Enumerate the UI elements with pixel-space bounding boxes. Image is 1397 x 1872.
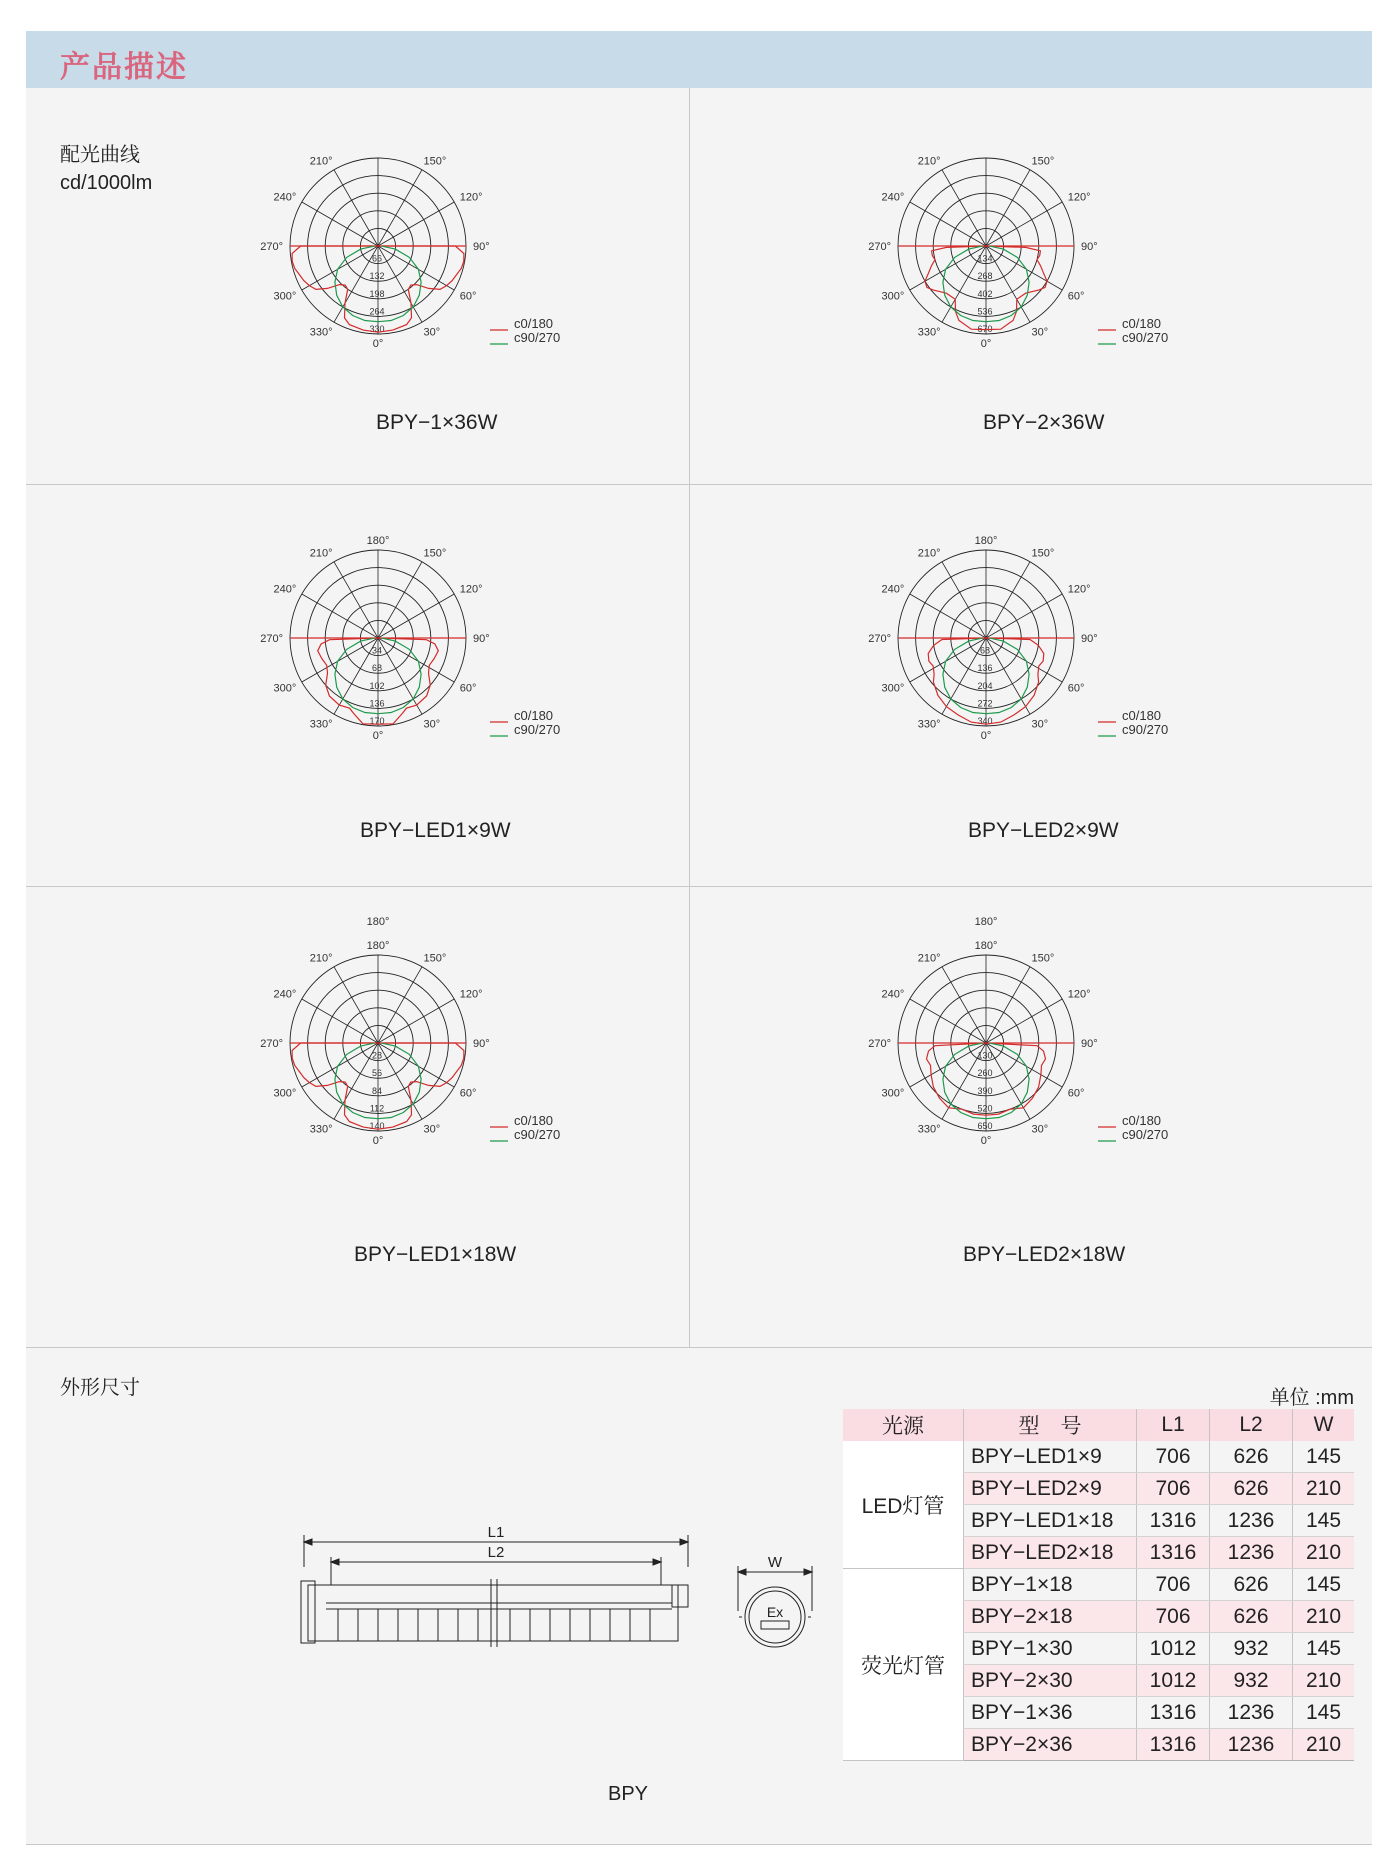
light-distribution-label (60, 141, 152, 197)
angle-label: 0° (372, 1135, 384, 1147)
w-cell: 145 (1293, 1505, 1355, 1537)
angle-label: 0° (372, 338, 384, 350)
page-title: 产品描述 (60, 51, 188, 84)
model-cell: BPY−2×18 (964, 1601, 1137, 1633)
ring-value-label: 260 (977, 1068, 993, 1079)
l2-label: L2 (487, 1544, 505, 1561)
angle-label: 30° (1031, 718, 1049, 731)
top-angle-label: 180° (974, 940, 998, 952)
angle-label: 30° (423, 326, 441, 339)
ring-value-label: 66 (371, 253, 383, 264)
l2-cell: 932 (1210, 1665, 1293, 1697)
l2-cell: 1236 (1210, 1537, 1293, 1569)
angle-label: 300° (273, 1087, 297, 1100)
angle-label: 30° (423, 1123, 441, 1136)
ring-value-label: 390 (977, 1085, 993, 1096)
extra-angle-label: 180° (974, 916, 998, 928)
angle-label: 30° (1031, 326, 1049, 339)
chart-caption-2: BPY−2×36W (983, 411, 1105, 434)
angle-label: 150° (423, 547, 447, 560)
grid-divider-row1 (26, 484, 1372, 485)
legend-c0-label: c0/180 (1122, 1113, 1162, 1128)
polar-spoke (986, 967, 1030, 1043)
table-row (843, 1441, 1354, 1473)
legend-c90-label: c90/270 (1122, 330, 1169, 345)
polar-spoke (986, 562, 1030, 638)
angle-label: 240° (881, 191, 905, 204)
header-bar (26, 31, 1372, 88)
l2-cell: 626 (1210, 1441, 1293, 1473)
w-cell: 210 (1293, 1473, 1355, 1505)
spec-table-body (843, 1441, 1354, 1761)
dimensions-title: 外形尺寸 (60, 1377, 140, 1399)
angle-label: 90° (473, 1038, 490, 1050)
l1-cell: 1316 (1137, 1697, 1210, 1729)
angle-label: 240° (881, 988, 905, 1001)
spec-table-header (843, 1409, 1354, 1441)
w-cell: 210 (1293, 1729, 1355, 1761)
angle-label: 210° (309, 952, 333, 965)
grid-divider-bottom (26, 1844, 1372, 1845)
polar-spoke (910, 202, 986, 246)
spec-sheet-page (26, 31, 1372, 1845)
ring-value-label: 402 (977, 288, 993, 299)
polar-spoke (986, 202, 1062, 246)
angle-label: 210° (917, 547, 941, 560)
polar-spoke (910, 999, 986, 1043)
angle-label: 240° (273, 988, 297, 1001)
angle-label: 120° (459, 191, 483, 204)
polar-spoke (986, 246, 1062, 290)
table-row (843, 1569, 1354, 1601)
angle-label: 120° (459, 583, 483, 596)
angle-label: 210° (309, 155, 333, 168)
polar-spoke (334, 562, 378, 638)
polar-chart-2 (868, 141, 1261, 411)
angle-label: 270° (868, 1038, 891, 1050)
angle-label: 150° (1031, 155, 1055, 168)
w-cell: 210 (1293, 1537, 1355, 1569)
grid-divider-row2 (26, 886, 1372, 887)
l2-cell: 1236 (1210, 1697, 1293, 1729)
polar-spoke (986, 594, 1062, 638)
l1-cell: 706 (1137, 1441, 1210, 1473)
angle-label: 210° (309, 547, 333, 560)
legend-c90-label: c90/270 (514, 330, 561, 345)
angle-label: 30° (1031, 1123, 1049, 1136)
legend-c90-label: c90/270 (514, 1127, 561, 1142)
ring-value-label: 130 (977, 1050, 993, 1061)
angle-label: 0° (980, 1135, 992, 1147)
angle-label: 240° (273, 583, 297, 596)
angle-label: 330° (917, 718, 941, 731)
ring-value-label: 650 (977, 1121, 993, 1131)
ring-value-label: 140 (369, 1121, 385, 1131)
w-label: W (767, 1554, 783, 1571)
top-angle-label: 180° (366, 940, 390, 952)
ring-value-label: 204 (977, 680, 993, 691)
angle-label: 60° (459, 1087, 477, 1100)
angle-label: 60° (459, 682, 477, 695)
polar-spoke (302, 202, 378, 246)
angle-label: 150° (423, 952, 447, 965)
ring-value-label: 136 (369, 698, 385, 709)
model-cell: BPY−1×18 (964, 1569, 1137, 1601)
l1-cell: 1012 (1137, 1633, 1210, 1665)
legend-c0-label: c0/180 (514, 1113, 554, 1128)
ring-value-label: 132 (369, 271, 385, 282)
ring-value-label: 330 (369, 324, 385, 334)
ring-value-label: 136 (977, 663, 993, 674)
l2-cell: 932 (1210, 1633, 1293, 1665)
polar-spoke (378, 1043, 454, 1087)
angle-label: 270° (260, 1038, 283, 1050)
ring-value-label: 268 (977, 271, 993, 282)
polar-chart-1 (260, 141, 653, 411)
w-cell: 145 (1293, 1633, 1355, 1665)
ring-value-label: 520 (977, 1103, 993, 1114)
header-l2: L2 (1210, 1409, 1293, 1441)
l2-cell: 1236 (1210, 1729, 1293, 1761)
header-l1: L1 (1137, 1409, 1210, 1441)
ring-value-label: 536 (977, 306, 993, 317)
w-cell: 210 (1293, 1665, 1355, 1697)
angle-label: 210° (917, 155, 941, 168)
angle-label: 210° (917, 952, 941, 965)
ex-mark: Ex (766, 1604, 784, 1620)
unit-label: 单位 :mm (1269, 1387, 1354, 1409)
angle-label: 270° (260, 633, 283, 645)
ring-value-label: 134 (977, 253, 993, 264)
extra-angle-label: 180° (366, 916, 390, 928)
model-cell: BPY−1×36 (964, 1697, 1137, 1729)
polar-spoke (986, 1043, 1062, 1087)
angle-label: 90° (1081, 241, 1098, 253)
lamp-guard-bars (338, 1609, 650, 1641)
chart-caption-1: BPY−1×36W (376, 411, 498, 434)
l1-label: L1 (487, 1524, 505, 1541)
polar-spoke (942, 170, 986, 246)
ring-value-label: 68 (371, 663, 383, 674)
polar-spoke (986, 170, 1030, 246)
angle-label: 150° (1031, 547, 1055, 560)
polar-spoke (334, 170, 378, 246)
angle-label: 90° (1081, 633, 1098, 645)
angle-label: 120° (1067, 191, 1091, 204)
polar-spoke (302, 638, 378, 682)
angle-label: 270° (868, 241, 891, 253)
dimension-drawing (296, 1499, 836, 1679)
polar-spoke (378, 638, 454, 682)
polar-spoke (302, 246, 378, 290)
polar-spoke (942, 562, 986, 638)
angle-label: 330° (917, 326, 941, 339)
polar-spoke (910, 1043, 986, 1087)
polar-spoke (986, 999, 1062, 1043)
legend-c90-label: c90/270 (1122, 1127, 1169, 1142)
angle-label: 300° (881, 290, 905, 303)
chart-caption-6: BPY−LED2×18W (963, 1243, 1126, 1266)
angle-label: 330° (309, 1123, 333, 1136)
angle-label: 30° (423, 718, 441, 731)
ring-value-label: 34 (371, 645, 383, 656)
ring-value-label: 102 (369, 680, 385, 691)
legend-c90-label: c90/270 (1122, 722, 1169, 737)
angle-label: 90° (1081, 1038, 1098, 1050)
ring-value-label: 56 (371, 1068, 383, 1079)
polar-spoke (986, 638, 1062, 682)
angle-label: 90° (473, 241, 490, 253)
legend-c0-label: c0/180 (514, 316, 554, 331)
angle-label: 0° (980, 338, 992, 350)
model-cell: BPY−LED1×18 (964, 1505, 1137, 1537)
lamp-body (308, 1585, 678, 1641)
w-cell: 145 (1293, 1441, 1355, 1473)
angle-label: 300° (273, 682, 297, 695)
l1-cell: 706 (1137, 1569, 1210, 1601)
light-distribution-unit: cd/1000lm (60, 172, 153, 194)
polar-spoke (302, 594, 378, 638)
angle-label: 60° (1067, 290, 1085, 303)
l2-cell: 1236 (1210, 1505, 1293, 1537)
chart-caption-3: BPY−LED1×9W (360, 819, 511, 842)
l1-cell: 1316 (1137, 1505, 1210, 1537)
w-cell: 145 (1293, 1569, 1355, 1601)
angle-label: 300° (881, 1087, 905, 1100)
ring-value-label: 170 (369, 716, 385, 726)
angle-label: 270° (260, 241, 283, 253)
legend-c0-label: c0/180 (1122, 708, 1162, 723)
polar-chart-5 (260, 916, 653, 1226)
polar-chart-6 (868, 916, 1261, 1226)
angle-label: 270° (868, 633, 891, 645)
l1-cell: 1316 (1137, 1729, 1210, 1761)
angle-label: 150° (423, 155, 447, 168)
angle-label: 60° (1067, 1087, 1085, 1100)
angle-label: 330° (309, 718, 333, 731)
model-cell: BPY−LED2×18 (964, 1537, 1137, 1569)
angle-label: 0° (980, 730, 992, 742)
angle-label: 120° (1067, 583, 1091, 596)
model-cell: BPY−1×30 (964, 1633, 1137, 1665)
polar-chart-3 (260, 533, 653, 803)
angle-label: 300° (273, 290, 297, 303)
legend-c0-label: c0/180 (1122, 316, 1162, 331)
model-cell: BPY−LED1×9 (964, 1441, 1137, 1473)
ring-value-label: 28 (371, 1050, 383, 1061)
angle-label: 330° (309, 326, 333, 339)
l1-cell: 1012 (1137, 1665, 1210, 1697)
ring-value-label: 84 (371, 1085, 383, 1096)
polar-spoke (378, 594, 454, 638)
grid-divider-row3 (26, 1347, 1372, 1348)
angle-label: 240° (273, 191, 297, 204)
polar-spoke (302, 999, 378, 1043)
polar-spoke (302, 1043, 378, 1087)
polar-spoke (910, 638, 986, 682)
l1-cell: 706 (1137, 1473, 1210, 1505)
angle-label: 330° (917, 1123, 941, 1136)
ring-value-label: 670 (977, 324, 993, 334)
polar-spoke (378, 202, 454, 246)
chart-caption-5: BPY−LED1×18W (354, 1243, 517, 1266)
header-w: W (1293, 1409, 1355, 1441)
model-cell: BPY−2×36 (964, 1729, 1137, 1761)
polar-spoke (378, 967, 422, 1043)
l1-cell: 1316 (1137, 1537, 1210, 1569)
header-source: 光源 (843, 1409, 964, 1441)
ring-value-label: 68 (979, 645, 991, 656)
polar-spoke (986, 246, 1030, 322)
model-cell: BPY−2×30 (964, 1665, 1137, 1697)
angle-label: 90° (473, 633, 490, 645)
w-cell: 210 (1293, 1601, 1355, 1633)
angle-label: 120° (1067, 988, 1091, 1001)
polar-spoke (378, 638, 422, 714)
angle-label: 300° (881, 682, 905, 695)
polar-spoke (910, 594, 986, 638)
l2-cell: 626 (1210, 1601, 1293, 1633)
polar-spoke (986, 638, 1030, 714)
w-cell: 145 (1293, 1697, 1355, 1729)
header-model: 型 号 (964, 1409, 1137, 1441)
light-distribution-title: 配光曲线 (60, 144, 140, 166)
l2-cell: 626 (1210, 1569, 1293, 1601)
angle-label: 240° (881, 583, 905, 596)
angle-label: 60° (459, 290, 477, 303)
ring-value-label: 340 (977, 716, 993, 726)
product-name: BPY (608, 1783, 649, 1805)
chart-caption-4: BPY−LED2×9W (968, 819, 1119, 842)
polar-spoke (378, 999, 454, 1043)
ring-value-label: 112 (369, 1103, 385, 1114)
top-angle-label: 180° (366, 535, 390, 547)
top-angle-label: 180° (974, 535, 998, 547)
angle-label: 120° (459, 988, 483, 1001)
polar-chart-4 (868, 533, 1261, 803)
l1-cell: 706 (1137, 1601, 1210, 1633)
polar-spoke (910, 246, 986, 290)
polar-spoke (334, 967, 378, 1043)
source-cell: 荧光灯管 (843, 1569, 964, 1761)
legend-c0-label: c0/180 (514, 708, 554, 723)
polar-spoke (942, 967, 986, 1043)
angle-label: 150° (1031, 952, 1055, 965)
spec-table (843, 1409, 1354, 1761)
ring-value-label: 272 (977, 698, 993, 709)
legend-c90-label: c90/270 (514, 722, 561, 737)
angle-label: 60° (1067, 682, 1085, 695)
polar-spoke (378, 246, 454, 290)
ring-value-label: 264 (369, 306, 385, 317)
source-cell: LED灯管 (843, 1441, 964, 1569)
angle-label: 0° (372, 730, 384, 742)
polar-spoke (378, 170, 422, 246)
polar-spoke (378, 562, 422, 638)
l2-cell: 626 (1210, 1473, 1293, 1505)
grid-divider-vertical (689, 88, 690, 1348)
ring-value-label: 198 (369, 288, 385, 299)
model-cell: BPY−LED2×9 (964, 1473, 1137, 1505)
